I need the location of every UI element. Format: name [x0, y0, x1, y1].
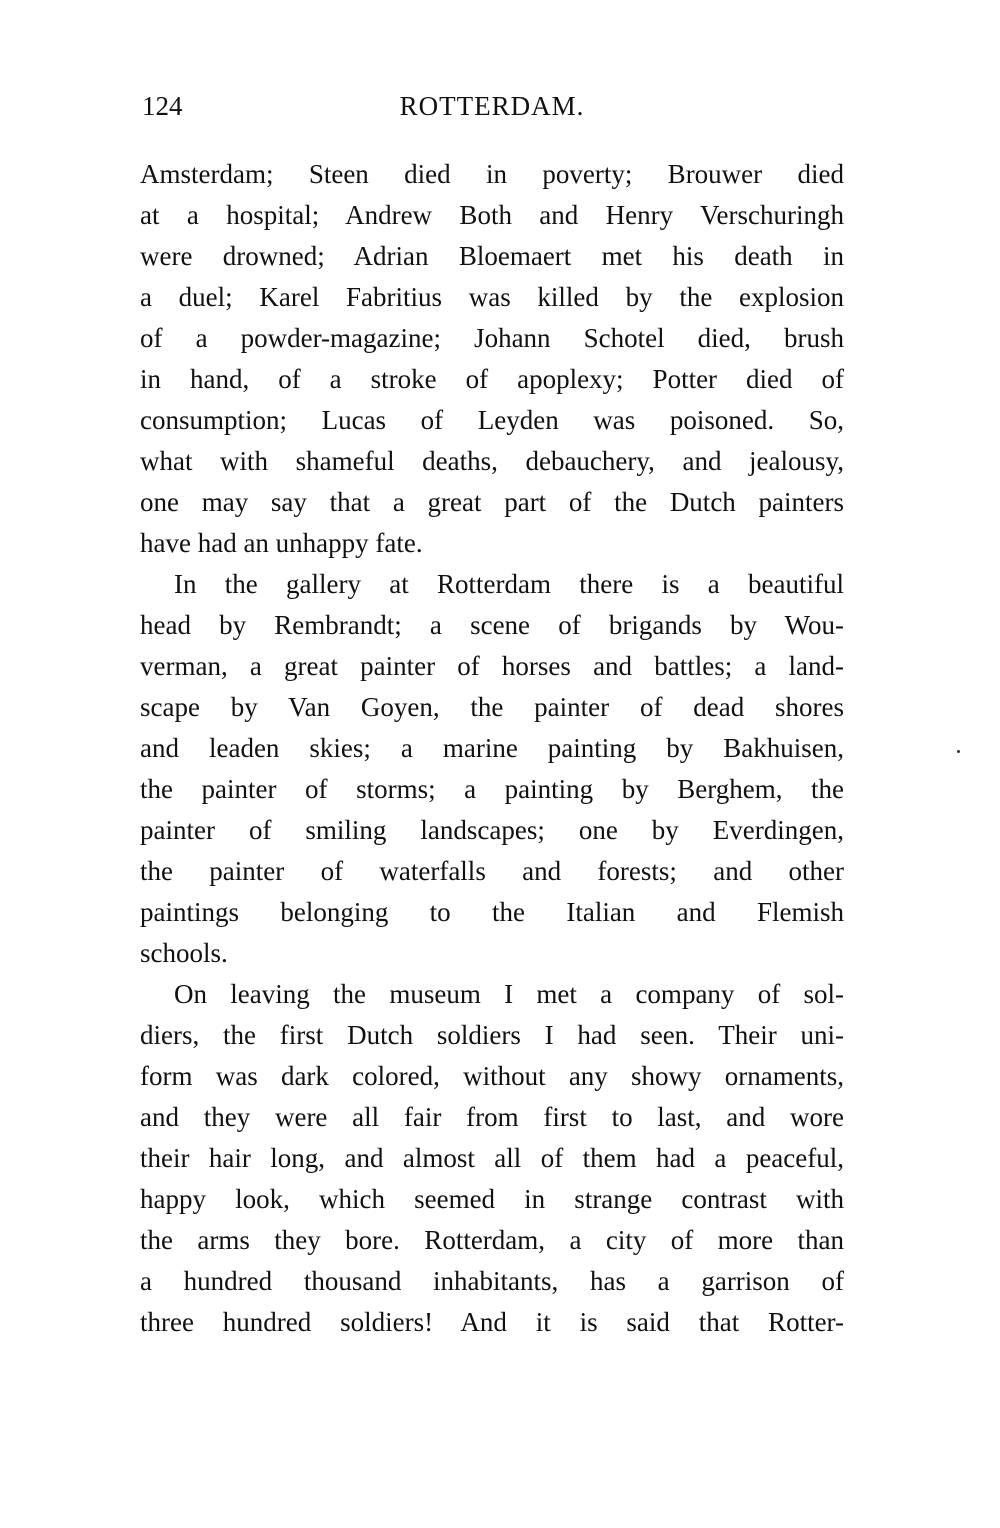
text-line: the arms they bore. Rotterdam, a city of more than	[140, 1225, 844, 1255]
text-line: the painter of waterfalls and forests; and other	[140, 856, 844, 886]
text-line: their hair long, and almost all of them had a peaceful,	[140, 1143, 844, 1173]
text-line: diers, the first Dutch soldiers I had seen. Their uni-	[140, 1020, 844, 1050]
text-line: Amsterdam; Steen died in poverty; Brouwer died	[140, 159, 844, 189]
text-line: the painter of storms; a painting by Berghem, the	[140, 774, 844, 804]
text-line: a duel; Karel Fabritius was killed by the explosion	[140, 282, 844, 312]
paragraph-1	[140, 154, 844, 564]
text-line: three hundred soldiers! And it is said that Rotter-	[140, 1307, 844, 1337]
text-line: and they were all fair from first to last, and wore	[140, 1102, 844, 1132]
paragraph-3	[140, 974, 844, 1343]
text-line: a hundred thousand inhabitants, has a garrison of	[140, 1266, 844, 1296]
text-line: form was dark colored, without any showy ornaments,	[140, 1061, 844, 1091]
text-line: verman, a great painter of horses and battles; a land-	[140, 651, 844, 681]
text-line: schools.	[140, 938, 228, 968]
body-text	[140, 154, 844, 1343]
page-number: 124	[142, 91, 183, 121]
text-line: were drowned; Adrian Bloemaert met his death in	[140, 241, 844, 271]
text-line: and leaden skies; a marine painting by Bakhuisen,	[140, 733, 844, 763]
text-line: In the gallery at Rotterdam there is a beautiful	[174, 569, 844, 599]
text-line: have had an unhappy fate.	[140, 528, 423, 558]
paragraph-2	[140, 564, 844, 974]
text-line: head by Rembrandt; a scene of brigands by Wou-	[140, 610, 844, 640]
text-line: painter of smiling landscapes; one by Everdingen,	[140, 815, 844, 845]
text-line: of a powder-magazine; Johann Schotel died, brush	[140, 323, 844, 353]
text-line: happy look, which seemed in strange contrast with	[140, 1184, 844, 1214]
text-line: what with shameful deaths, debauchery, and jealousy,	[140, 446, 844, 476]
text-line: one may say that a great part of the Dutch painters	[140, 487, 844, 517]
text-line: On leaving the museum I met a company of sol-	[174, 979, 844, 1009]
text-line: scape by Van Goyen, the painter of dead shores	[140, 692, 844, 722]
text-line: in hand, of a stroke of apoplexy; Potter died of	[140, 364, 844, 394]
text-line: at a hospital; Andrew Both and Henry Verschuringh	[140, 200, 844, 230]
running-title: ROTTERDAM.	[399, 91, 585, 121]
margin-speck	[957, 750, 960, 753]
text-line: paintings belonging to the Italian and Flemish	[140, 897, 844, 927]
text-line: consumption; Lucas of Leyden was poisoned. So,	[140, 405, 844, 435]
page-header	[140, 88, 844, 124]
